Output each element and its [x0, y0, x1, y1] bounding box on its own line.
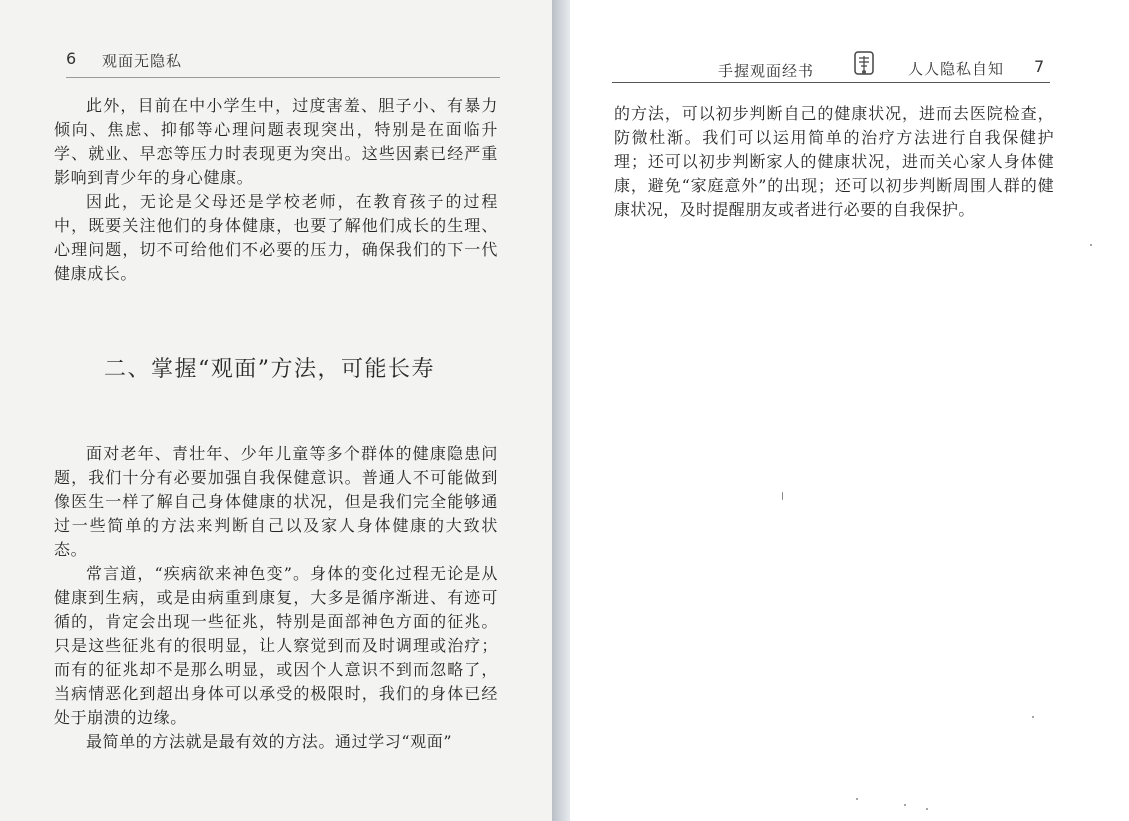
- left-page-number: 6: [66, 49, 77, 68]
- left-text-block-bottom: [54, 442, 498, 754]
- right-running-head: [612, 56, 1050, 83]
- paragraph: 的方法，可以初步判断自己的健康状况，进而去医院检查，防微杜渐。我们可以运用简单的治疗方法进行自我保健护理；还可以初步判断家人的健康状况，进而关心家人身体健康，避免“家庭意外”的出现；还可以初步判断周围人群的健康状况，及时提醒朋友或者进行必要的自我保护。: [614, 104, 1054, 219]
- scan-speck: [1032, 716, 1034, 718]
- scan-speck: [926, 808, 928, 810]
- scan-speck: [856, 798, 858, 800]
- left-page: [0, 0, 552, 821]
- right-page-number: 7: [1034, 57, 1045, 76]
- right-book-title: 手握观面经书: [718, 62, 815, 80]
- paragraph: 面对老年、青壮年、少年儿童等多个群体的健康隐患问题，我们十分有必要加强自我保健意识。普通人不可能做到像医生一样了解自己身体健康的状况，但是我们完全能够通过一些简单的方法来判断自己以及家人身体健康的大致状态。: [54, 444, 498, 559]
- paragraph: 最简单的方法就是最有效的方法。通过学习“观面”: [86, 732, 453, 751]
- scan-speck: [904, 804, 906, 806]
- scan-speck: [782, 492, 783, 500]
- scan-speck: [1090, 244, 1092, 246]
- left-running-title: 观面无隐私: [102, 52, 183, 70]
- right-page: [570, 0, 1129, 821]
- section-heading: 二、掌握“观面”方法，可能长寿: [104, 357, 435, 382]
- book-gutter: [552, 0, 570, 821]
- right-text-block: [614, 102, 1054, 222]
- left-running-head: [66, 49, 500, 78]
- paragraph: 此外，目前在中小学生中，过度害羞、胆子小、有暴力倾向、焦虑、抑郁等心理问题表现突出，特别是在面临升学、就业、早恋等压力时表现更为突出。这些因素已经严重影响到青少年的身心健康。: [54, 96, 498, 187]
- paragraph: 因此，无论是父母还是学校老师，在教育孩子的过程中，既要关注他们的身体健康，也要了解他们成长的生理、心理问题，切不可给他们不必要的压力，确保我们的下一代健康成长。: [54, 192, 498, 283]
- left-text-block-top: [54, 94, 498, 286]
- seal-icon: [852, 48, 876, 78]
- right-chapter-title: 人人隐私自知: [908, 60, 1005, 78]
- paragraph: 常言道，“疾病欲来神色变”。身体的变化过程无论是从健康到生病，或是由病重到康复，大多是循序渐进、有迹可循的，肯定会出现一些征兆，特别是面部神色方面的征兆。只是这些征兆有的很明显，让人察觉到而及时调理或治疗；而有的征兆却不是那么明显，或因个人意识不到而忽略了，当病情恶化到超出身体可以承受的极限时，我们的身体已经处于崩溃的边缘。: [54, 564, 498, 727]
